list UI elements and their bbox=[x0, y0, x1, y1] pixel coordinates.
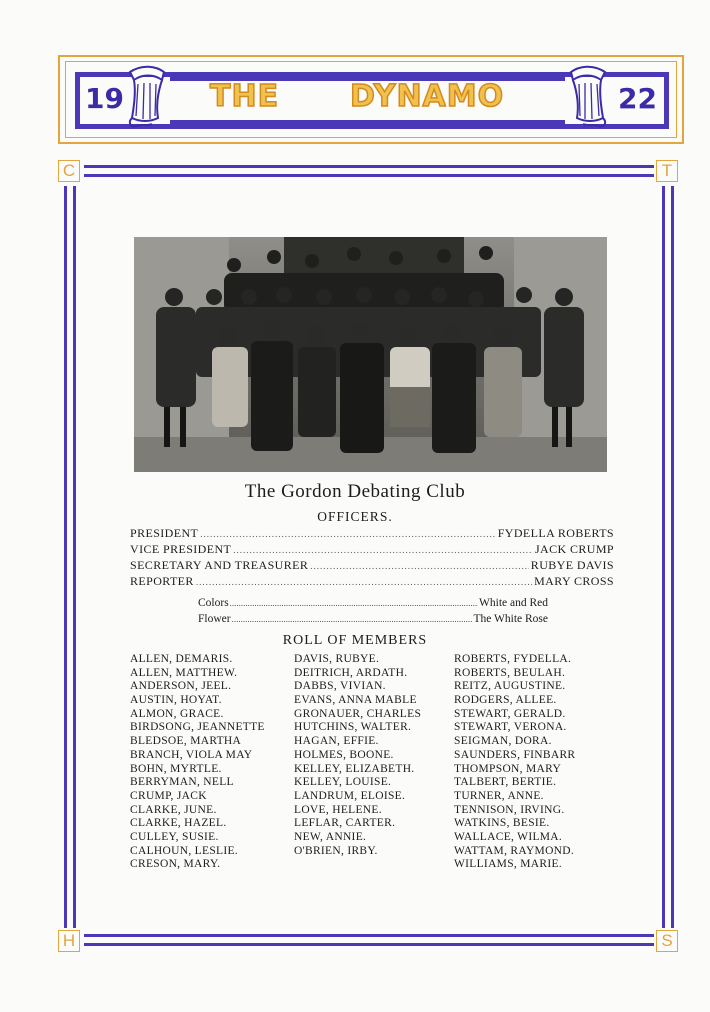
member-name: DEITRICH, ARDATH. bbox=[294, 666, 408, 679]
frame-right-rule-1 bbox=[662, 186, 665, 928]
detail-value: The White Rose bbox=[473, 613, 548, 625]
frame-corner-top-right: T bbox=[656, 160, 678, 182]
member-name: BIRDSONG, JEANNETTE bbox=[130, 721, 265, 734]
member-name: BLEDSOE, MARTHA bbox=[130, 735, 242, 748]
member-name: AUSTIN, HOYAT. bbox=[130, 694, 222, 707]
member-name: WILLIAMS, MARIE. bbox=[454, 858, 562, 871]
frame-right-rule-2 bbox=[671, 186, 674, 928]
member-name: CULLEY, SUSIE. bbox=[130, 830, 219, 843]
member-name: KELLEY, ELIZABETH. bbox=[294, 762, 415, 775]
frame-bottom-rule-1 bbox=[84, 934, 654, 937]
member-name: CLARKE, JUNE. bbox=[130, 803, 217, 816]
dot-leader bbox=[200, 529, 495, 539]
frame-left-rule-1 bbox=[64, 186, 67, 928]
member-name: CALHOUN, LESLIE. bbox=[130, 844, 238, 857]
member-name: CRESON, MARY. bbox=[130, 858, 221, 871]
dot-leader bbox=[232, 614, 473, 624]
frame-corner-top-left: C bbox=[58, 160, 80, 182]
member-name: LOVE, HELENE. bbox=[294, 803, 382, 816]
scroll-right-icon bbox=[565, 62, 613, 130]
officer-role: REPORTER bbox=[130, 574, 194, 588]
member-name: LEFLAR, CARTER. bbox=[294, 817, 396, 830]
member-name: SAUNDERS, FINBARR bbox=[454, 748, 576, 761]
member-name: ROBERTS, FYDELLA. bbox=[454, 653, 572, 665]
banner-year-left: 19 bbox=[85, 82, 124, 115]
member-name: BRANCH, VIOLA MAY bbox=[130, 748, 253, 761]
member-name: TENNISON, IRVING. bbox=[454, 803, 565, 816]
member-name: O'BRIEN, IRBY. bbox=[294, 844, 378, 857]
member-name: THOMPSON, MARY bbox=[454, 762, 562, 775]
frame-corner-bottom-right: S bbox=[656, 930, 678, 952]
officer-role: VICE PRESIDENT bbox=[130, 542, 232, 556]
member-name: STEWART, GERALD. bbox=[454, 707, 566, 720]
dot-leader bbox=[230, 598, 478, 608]
officer-name: MARY CROSS bbox=[534, 574, 614, 588]
member-name: HUTCHINS, WALTER. bbox=[294, 721, 412, 734]
banner-title-rule-bottom bbox=[170, 120, 565, 124]
dot-leader bbox=[310, 561, 529, 571]
officer-name: JACK CRUMP bbox=[534, 542, 614, 556]
member-name: CRUMP, JACK bbox=[130, 789, 207, 802]
member-column-3 bbox=[454, 653, 575, 872]
member-column-1 bbox=[130, 653, 265, 872]
member-name: CLARKE, HAZEL. bbox=[130, 817, 227, 830]
member-name: BOHN, MYRTLE. bbox=[130, 762, 222, 775]
officer-role: PRESIDENT bbox=[130, 526, 199, 540]
frame-top-rule-2 bbox=[84, 174, 654, 177]
member-name: ROBERTS, BEULAH. bbox=[454, 666, 566, 679]
member-name: LANDRUM, ELOISE. bbox=[294, 789, 406, 802]
frame-corner-bottom-left: H bbox=[58, 930, 80, 952]
banner-title-dynamo: DYNAMO bbox=[350, 79, 505, 114]
member-name: STEWART, VERONA. bbox=[454, 721, 567, 734]
member-name: TURNER, ANNE. bbox=[454, 789, 544, 802]
colors-row bbox=[198, 597, 548, 612]
frame-top-rule-1 bbox=[84, 165, 654, 168]
dot-leader bbox=[196, 577, 532, 587]
scroll-left-icon bbox=[122, 62, 170, 130]
member-name: NEW, ANNIE. bbox=[294, 830, 367, 843]
member-name: WATKINS, BESIE. bbox=[454, 817, 550, 830]
banner-title-the: THE bbox=[210, 79, 280, 114]
member-name: WATTAM, RAYMOND. bbox=[454, 844, 575, 857]
officer-row-secretary bbox=[130, 558, 614, 574]
member-name: ANDERSON, JEEL. bbox=[130, 680, 232, 693]
member-name: HOLMES, BOONE. bbox=[294, 748, 394, 761]
member-name: HAGAN, EFFIE. bbox=[294, 735, 379, 748]
member-name: TALBERT, BERTIE. bbox=[454, 776, 557, 789]
officer-row-reporter bbox=[130, 574, 614, 590]
dot-leader bbox=[233, 545, 533, 555]
officer-row-president bbox=[130, 526, 614, 542]
banner-year-right: 22 bbox=[618, 82, 657, 115]
member-name: ALLEN, MATTHEW. bbox=[130, 666, 238, 679]
frame-left-rule-2 bbox=[73, 186, 76, 928]
detail-label: Colors bbox=[198, 597, 229, 609]
member-column-2 bbox=[294, 653, 421, 858]
officer-row-vice-president bbox=[130, 542, 614, 558]
officer-name: RUBYE DAVIS bbox=[530, 558, 614, 572]
member-name: ALLEN, DEMARIS. bbox=[130, 653, 233, 665]
member-name: EVANS, ANNA MABLE bbox=[294, 694, 417, 707]
officer-role: SECRETARY AND TREASURER bbox=[130, 558, 309, 572]
member-name: ALMON, GRACE. bbox=[130, 707, 224, 720]
club-group-photo bbox=[134, 237, 607, 472]
roll-heading: ROLL OF MEMBERS bbox=[282, 633, 428, 648]
member-name: WALLACE, WILMA. bbox=[454, 830, 563, 843]
frame-bottom-rule-2 bbox=[84, 943, 654, 946]
officer-name: FYDELLA ROBERTS bbox=[497, 526, 614, 540]
member-name: BERRYMAN, NELL bbox=[130, 776, 234, 789]
member-name: DAVIS, RUBYE. bbox=[294, 653, 380, 665]
detail-value: White and Red bbox=[479, 597, 548, 609]
member-name: KELLEY, LOUISE. bbox=[294, 776, 392, 789]
member-name: REITZ, AUGUSTINE. bbox=[454, 680, 566, 693]
officers-heading: OFFICERS. bbox=[317, 509, 393, 524]
member-name: SEIGMAN, DORA. bbox=[454, 735, 552, 748]
member-name: DABBS, VIVIAN. bbox=[294, 680, 386, 693]
member-name: RODGERS, ALLEE. bbox=[454, 694, 557, 707]
flower-row bbox=[198, 613, 548, 628]
club-title: The Gordon Debating Club bbox=[244, 481, 466, 502]
detail-label: Flower bbox=[198, 613, 231, 625]
member-name: GRONAUER, CHARLES bbox=[294, 707, 422, 720]
